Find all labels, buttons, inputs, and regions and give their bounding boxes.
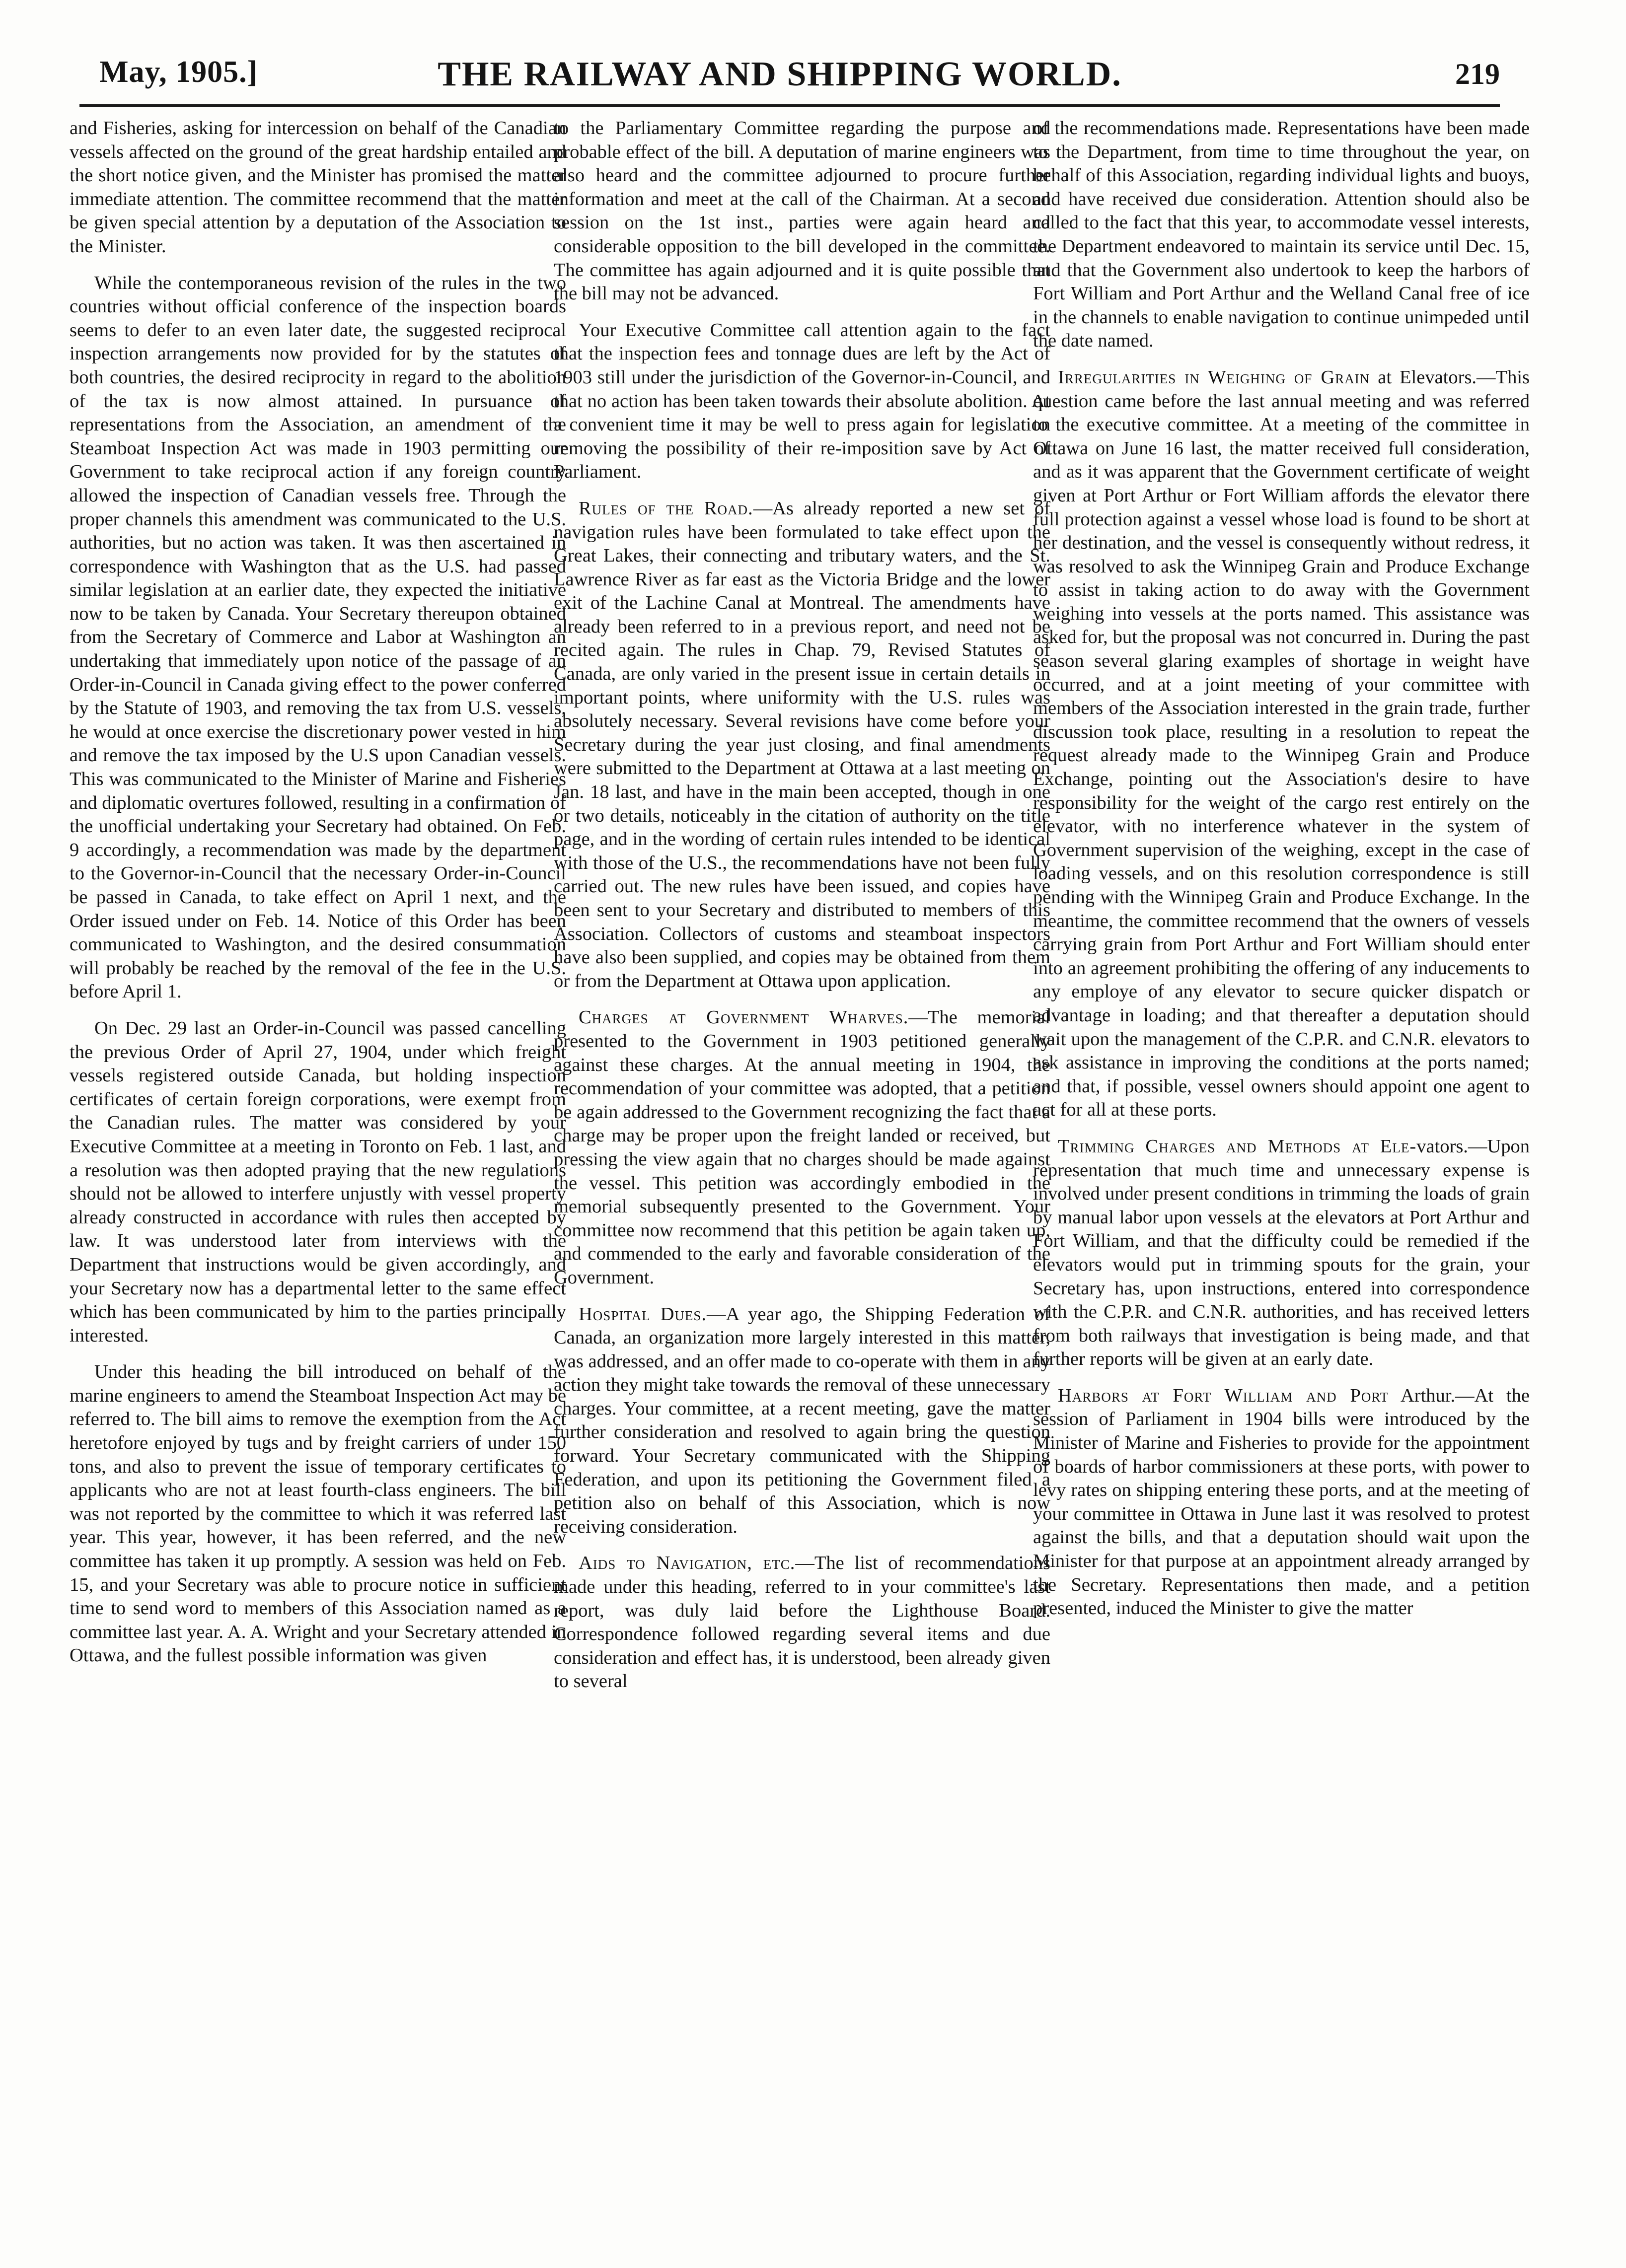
header-rule [79, 104, 1500, 107]
paragraph: On Dec. 29 last an Order-in-Council was passed cancelling the previous Order of April 27, 1904, under which freight vessels registered outside Canada, but holding inspection certificates of certain foreign corporations, were exempt from the Canadian rules. The matter was considered by your Executive Committee at a meeting in Toronto on Feb. 1 last, and a resolution was then adopted praying that the new regulations should not be allowed to interfere unjustly with vessel property already constructed in accordance with rules then accepted by law. It was understood later from interviews with the Department that instructions would be given accordingly, and your Secretary now has a departmental letter to the same effect which has been communicated by him to the parties principally interested. [70, 1017, 566, 1346]
page-number: 219 [1455, 58, 1500, 90]
paragraph: to the Parliamentary Committee regarding the purpose and probable effect of the bill. A deputation of marine engineers was also heard and the committee adjourned to procure further information and meet at the call of the Chairman. At a second session on the 1st inst., parties were again heard and considerable opposition to the bill developed in the committee. The committee has again adjourned and it is quite possible that the bill may not be advanced. [554, 118, 1050, 304]
section-heading: Aids to Navigation, etc. [579, 1553, 796, 1574]
paragraph-text: —As already reported a new set of navigation rules have been formulated to take effect upon the Great Lakes, their connecting and tributary waters, and the St. Lawrence River as far east as the Victoria Bridge and the lower exit of the Lachine Canal at Montreal. The amendments have already been referred to in a previous report, and need not be recited again. The rules in Chap. 79, Revised Statutes of Canada, are only varied in the present issue in certain details in important points, where uniformity with the U.S. rules was absolutely necessary. Several revisions have come before your Secretary during the year just closing, and final amendments were submitted to the Department at Ottawa at a last meeting on Jan. 18 last, and have in the main been accepted, though in one or two details, noticeably in the citation of authority on the title page, and in the wording of certain rules intended to be identical with those of the U.S., the recommendations have not been fully carried out. The new rules have been issued, and copies have been sent to your Secretary and distributed to members of this Association. Collectors of customs and steamboat inspectors have also been supplied, and copies may be obtained from them or from the Department at Ottawa upon application. [554, 497, 1050, 992]
paragraph-text: vators.—Upon representation that much time and unnecessary expense is involved under present conditions in trimming the loads of grain by manual labor upon vessels at the elevators at Port Arthur and Fort William, and that the difficulty could be remedied if the elevators would put in trimming spouts for the grain, your Secretary has, upon instructions, entered into correspondence with the C.P.R. and C.N.R. authorities, and has received letters from both railways that investigation is being made, and that further reports will be given at an early date. [1033, 1135, 1530, 1370]
paragraph [554, 1006, 1050, 1289]
paragraph-text: —A year ago, the Shipping Federation of Canada, an organization more largely interested in this matter, was addressed, and an offer made to co-operate with them in any action they might take towards the removal of these unnecessary charges. Your committee, at a recent meeting, gave the matter further consideration and resolved to again bring the question forward. Your Secretary communicated with the Shipping Federation, and upon its petitioning the Government filed a petition also on behalf of this Association, which is now receiving consideration. [554, 1303, 1050, 1537]
paragraph: Under this heading the bill introduced on behalf of the marine engineers to amend the Steamboat Inspection Act may be referred to. The bill aims to remove the exemption from the Act heretofore enjoyed by tugs and by freight carriers of under 150 tons, and also to prevent the issue of temporary certificates to applicants who are not at least fourth-class engineers. The bill was not reported by the committee to which it was referred last year. This year, however, it has been referred, and the new committee has taken it up promptly. A session was held on Feb. 15, and your Secretary was able to procure notice in sufficient time to send word to members of this Association named as a committee last year. A. A. Wright and your Secretary attended in Ottawa, and the fullest possible information was given [70, 1361, 566, 1666]
text-column-3 [1033, 117, 1530, 2237]
section-heading: Trimming Charges and Methods at Ele- [1058, 1135, 1417, 1157]
paragraph: While the contemporaneous revision of the rules in the two countries without official conference of the inspection boards seems to defer to an even later date, the suggested reciprocal inspection arrangements now provided for by the statutes of both countries, the desired reciprocity in regard to the abolition of the tax is now almost attained. In pursuance of representations from the Association, an amendment of the Steamboat Inspection Act was made in 1903 permitting our Government to take reciprocal action if any foreign country allowed the inspection of Canadian vessels free. Through the proper channels this amendment was communicated to the U.S. authorities, but no action was taken. It was then ascertained in correspondence with Washington that as the U.S. had passed similar legislation at an earlier date, they expected the initiative now to be taken by Canada. Your Secretary thereupon obtained from the Secretary of Commerce and Labor at Washington an undertaking that immediately upon notice of the passage of an Order-in-Council in Canada giving effect to the power conferred by the Statute of 1903, and removing the tax from U.S. vessels, he would at once exercise the discretionary power vested in him and remove the tax imposed by the U.S upon Canadian vessels. This was communicated to the Minister of Marine and Fisheries and diplomatic overtures followed, resulting in a confirmation of the unofficial undertaking your Secretary had obtained. On Feb. 9 accordingly, a recommendation was made by the department to the Governor-in-Council that the necessary Order-in-Council be passed in Canada, to take effect on April 1 next, and the Order issued under on Feb. 14. Notice of this Order has been communicated to Washington, and the desired consummation will probably be reached by the removal of the fee in the U.S. before April 1. [70, 272, 566, 1002]
paragraph [1033, 366, 1530, 1122]
paragraph: and Fisheries, asking for intercession on behalf of the Canadian vessels affected on the ground of the great hardship entailed and the short notice given, and the Minister has promised the matter immediate attention. The committee recommend that the matter be given special attention by a deputation of the Association to the Minister. [70, 118, 566, 257]
section-heading: Hospital Dues. [579, 1303, 707, 1325]
issue-date: May, 1905.] [99, 55, 258, 89]
paragraph [1033, 1384, 1530, 1621]
paragraph: of the recommendations made. Representations have been made to the Department, from time to time throughout the year, on behalf of this Association, regarding individual lights and buoys, and have received due consideration. Attention should also be called to the fact that this year, to accommodate vessel interests, the Department endeavored to maintain its service until Dec. 15, and that the Government also undertook to keep the harbors of Fort William and Port Arthur and the Welland Canal free of ice in the channels to enable navigation to continue unimpeded until the date named. [1033, 118, 1530, 352]
section-heading: Harbors at Fort William and Port [1058, 1385, 1389, 1406]
paragraph-text: Arthur.—At the session of Parliament in 1904 bills were introduced by the Minister of Marine and Fisheries to provide for the appointment of boards of harbor commissioners at these ports, with power to levy rates on shipping entering these ports, and at the meeting of your committee in Ottawa in June last it was resolved to protest against the bills, and that a deputation should wait upon the Minister for that purpose at an appointment already arranged by the Secretary. Representations then made, and a petition presented, induced the Minister to give the matter [1033, 1385, 1530, 1619]
paragraph [554, 1552, 1050, 1694]
paragraph [554, 497, 1050, 993]
paragraph [1033, 1135, 1530, 1371]
text-column-2 [554, 117, 1050, 2237]
paragraph: Your Executive Committee call attention again to the fact that the inspection fees and tonnage dues are left by the Act of 1903 still under the jurisdiction of the Governor-in-Council, and that no action has been taken towards their absolute abolition. At a convenient time it may be well to press again for legislation removing the possibility of their re-imposition save by Act of Parliament. [554, 319, 1050, 483]
paragraph-text: —The memorial presented to the Government in 1903 petitioned generally against these charges. At the annual meeting in 1904, the recommendation of your committee was adopted, that a petition be again addressed to the Government recognizing the fact that a charge may be proper upon the freight landed or received, but pressing the view again that no charges should be made against the vessel. This petition was accordingly embodied in the memorial subsequently presented to the Government. Your committee now recommend that this petition be again taken up, and commended to the early and favorable consideration of the Government. [554, 1007, 1050, 1288]
text-column-1 [70, 117, 566, 2237]
paragraph-text: at Elevators.—This question came before the last annual meeting and was referred to the executive committee. At a meeting of the committee in Ottawa on June 16 last, the matter received full consideration, and as it was apparent that the Government certificate of weight given at Port Arthur or Fort William affords the elevator there full protection against a vessel whose load is found to be short at her destination, and the vessel is consequently without redress, it was resolved to ask the Winnipeg Grain and Produce Exchange to assist in taking action to do away with the Government weighing into vessels at the ports named. This assistance was asked for, but the proposal was not concurred in. During the past season several glaring examples of shortage in weight have occurred, and at a joint meeting of your committee with members of the Association interested in the grain trade, further discussion took place, resulting in a resolution to repeat the request already made to the Winnipeg Grain and Produce Exchange, pointing out the Association's desire to have responsibility for the weight of the cargo rest entirely on the elevator, with no interference whatever in the system of Government supervision of the weighing, except in the case of loading vessels, and on this resolution correspondence is still pending with the Winnipeg Grain and Produce Exchange. In the meantime, the committee recommend that the owners of vessels carrying grain from Port Arthur and Fort William should enter into an agreement prohibiting the offering of any inducements to any employe of any elevator to secure quicker dispatch or advantage in loading; and that thereafter a deputation should wait upon the management of the C.P.R. and C.N.R. elevators to ask assistance in improving the conditions at the ports named; and that, if possible, vessel owners should appoint one agent to act for all at these ports. [1033, 366, 1530, 1121]
page-header [60, 35, 1500, 109]
paragraph-text: —The list of recommendations made under this heading, referred to in your committee's last report, was duly laid before the Lighthouse Board. Correspondence followed regarding several items and due consideration and effect has, it is understood, been already given to several [554, 1553, 1050, 1692]
section-heading: Charges at Government Wharves. [579, 1007, 909, 1028]
section-heading: Irregularities in Weighing of Grain [1058, 366, 1370, 388]
paragraph [554, 1303, 1050, 1539]
publication-title: THE RAILWAY AND SHIPPING WORLD. [438, 55, 1122, 93]
section-heading: Rules of the Road. [579, 497, 753, 519]
